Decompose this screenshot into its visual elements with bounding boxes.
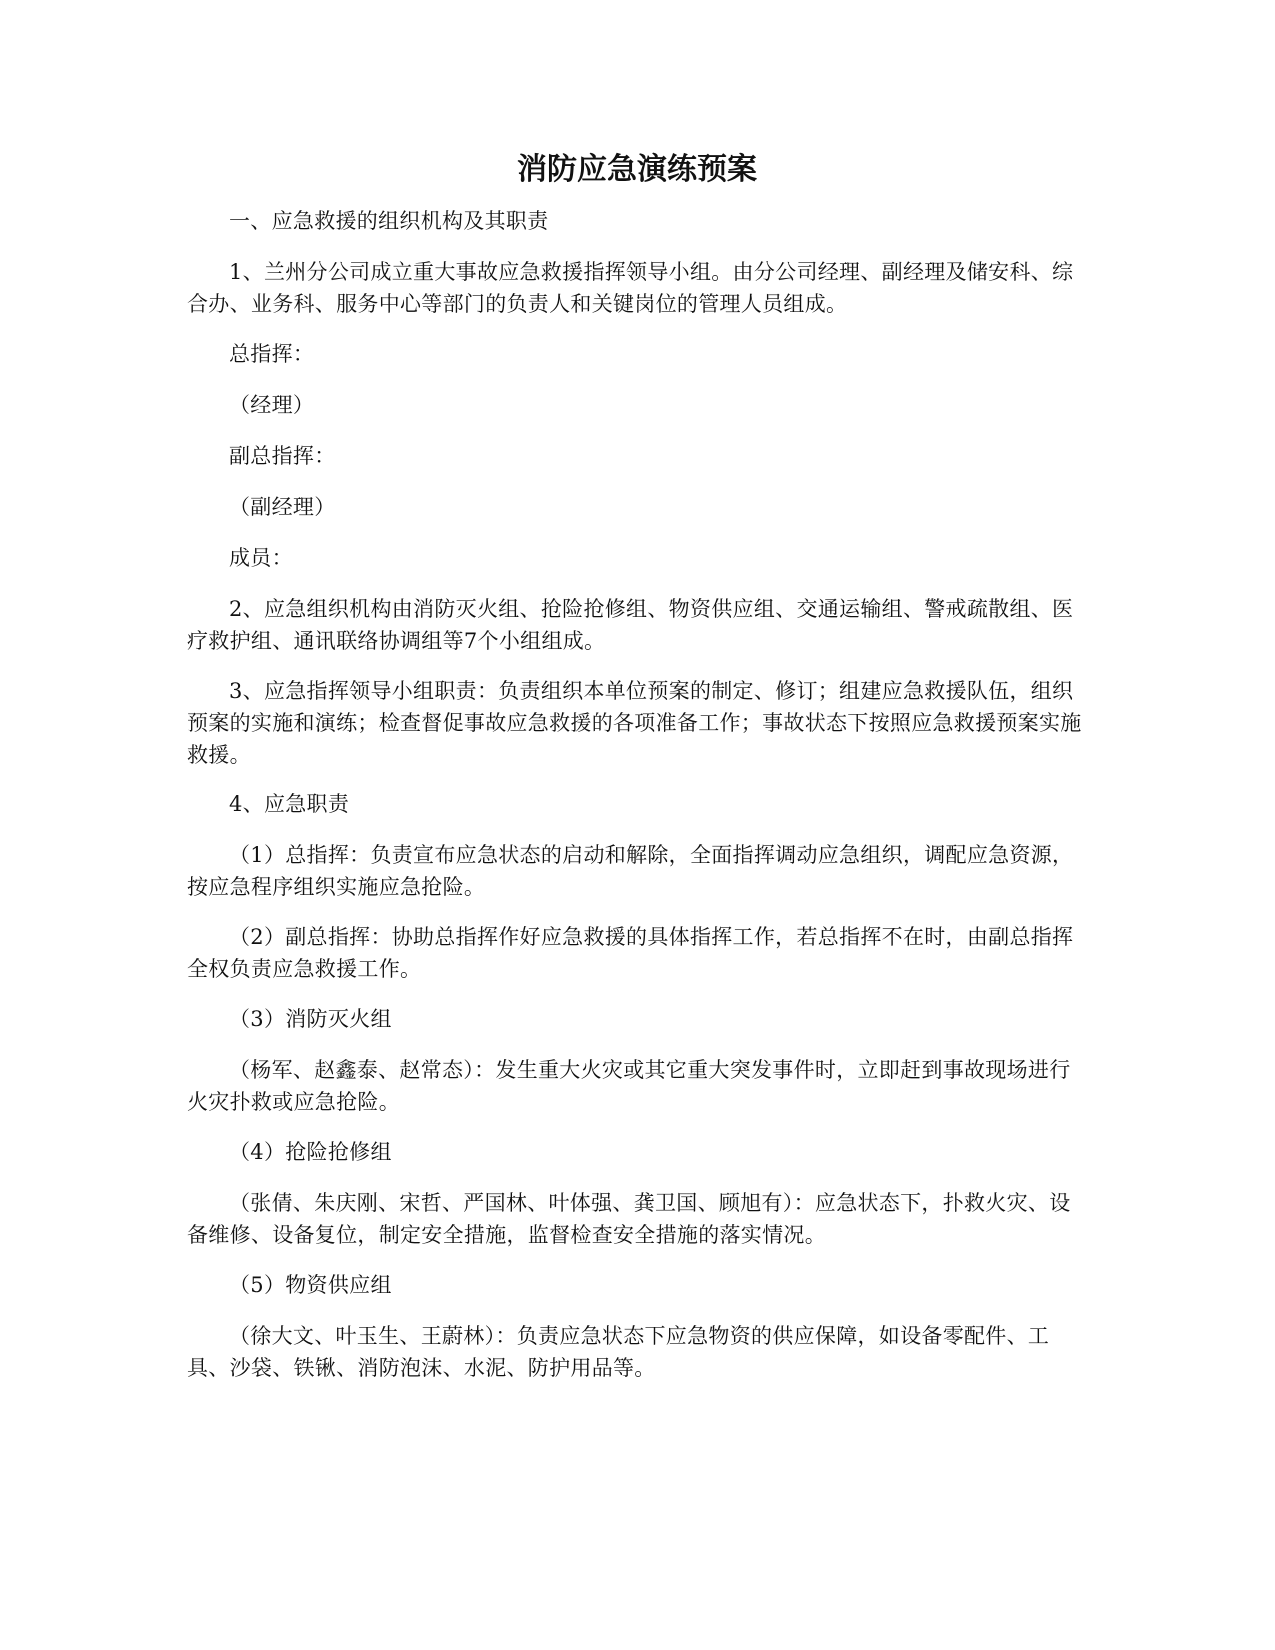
section-heading: 一、应急救援的组织机构及其职责: [229, 209, 549, 233]
paragraph: （经理）: [229, 393, 315, 417]
paragraph: （4）抢险抢修组: [229, 1140, 392, 1164]
paragraph: （3）消防灭火组: [229, 1007, 392, 1031]
paragraph: 总指挥：: [229, 342, 315, 366]
paragraph: （2）副总指挥：协助总指挥作好应急救援的具体指挥工作，若总指挥不在时，由副总指挥全权负责应急救援工作。: [187, 925, 1074, 981]
paragraph: （徐大文、叶玉生、王蔚林）：负责应急状态下应急物资的供应保障，如设备零配件、工具、沙袋、铁锹、消防泡沫、水泥、防护用品等。: [187, 1324, 1050, 1380]
paragraph: （张倩、朱庆刚、宋哲、严国林、叶体强、龚卫国、顾旭有）：应急状态下，扑救火灾、设备维修、设备复位，制定安全措施，监督检查安全措施的落实情况。: [187, 1191, 1071, 1247]
paragraph: 2、应急组织机构由消防灭火组、抢险抢修组、物资供应组、交通运输组、警戒疏散组、医疗救护组、通讯联络协调组等7个小组组成。: [187, 597, 1074, 653]
document-title: 消防应急演练预案: [517, 152, 757, 187]
paragraph: 3、应急指挥领导小组职责：负责组织本单位预案的制定、修订；组建应急救援队伍，组织预案的实施和演练；检查督促事故应急救援的各项准备工作；事故状态下按照应急救援预案实施救援。: [187, 679, 1082, 767]
paragraph: （1）总指挥：负责宣布应急状态的启动和解除，全面指挥调动应急组织，调配应急资源，按应急程序组织实施应急抢险。: [187, 843, 1074, 899]
paragraph: 副总指挥：: [229, 444, 336, 468]
paragraph: （副经理）: [229, 495, 336, 519]
paragraph: （杨军、赵鑫泰、赵常态）：发生重大火灾或其它重大突发事件时，立即赶到事故现场进行火灾扑救或应急抢险。: [187, 1058, 1071, 1114]
paragraph: 4、应急职责: [229, 792, 350, 816]
paragraph: 成员：: [229, 546, 293, 570]
paragraph: （5）物资供应组: [229, 1273, 392, 1297]
paragraph: 1、兰州分公司成立重大事故应急救援指挥领导小组。由分公司经理、副经理及储安科、综合办、业务科、服务中心等部门的负责人和关键岗位的管理人员组成。: [187, 260, 1074, 316]
